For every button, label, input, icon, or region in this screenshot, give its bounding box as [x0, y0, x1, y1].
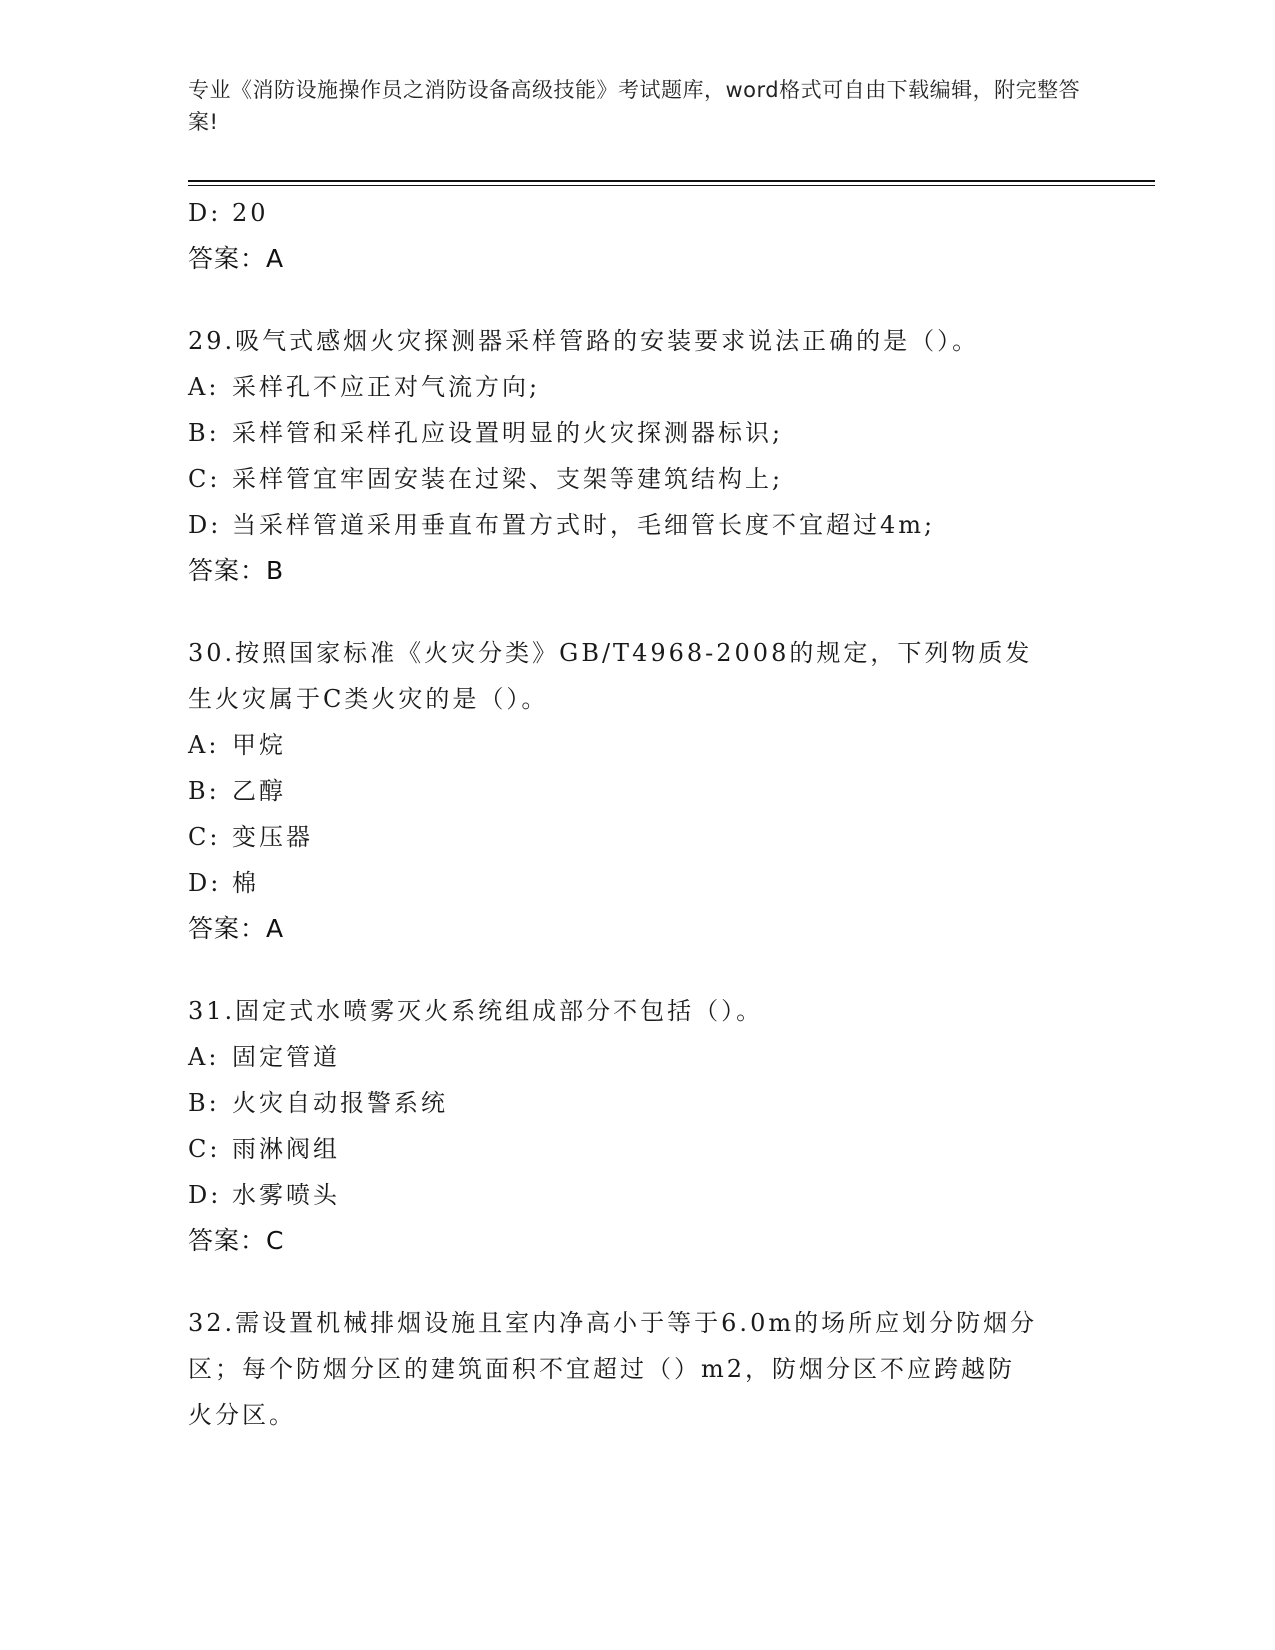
- option-label: A:: [188, 731, 220, 759]
- question-stem: 32.需设置机械排烟设施且室内净高小于等于6.0m的场所应划分防烟分区；每个防烟分区的建筑面积不宜超过（）m2，防烟分区不应跨越防火分区。: [188, 1309, 1038, 1429]
- question-stem: 31.固定式水喷雾灭火系统组成部分不包括（）。: [188, 997, 764, 1025]
- question-30: [188, 630, 1088, 952]
- answer-line: 答案：B: [188, 556, 285, 585]
- option-row: [188, 1172, 1088, 1218]
- question-31: [188, 988, 1088, 1264]
- option-label: B:: [188, 1089, 220, 1117]
- question-stem: 30.按照国家标准《火灾分类》GB/T4968-2008的规定，下列物质发生火灾属于C类火灾的是（）。: [188, 639, 1033, 713]
- option-text: 棉: [232, 869, 259, 897]
- option-row: [188, 410, 1088, 456]
- option-label: C:: [188, 465, 221, 493]
- option-text: 雨淋阀组: [232, 1135, 340, 1163]
- option-label: B:: [188, 419, 220, 447]
- option-row: [188, 768, 1088, 814]
- option-text: 固定管道: [232, 1043, 340, 1071]
- option-label: D:: [188, 199, 222, 227]
- option-row: [188, 1126, 1088, 1172]
- answer-line: 答案：C: [188, 1226, 285, 1255]
- question-stem: 29.吸气式感烟火灾探测器采样管路的安装要求说法正确的是（）。: [188, 327, 980, 355]
- option-row: [188, 456, 1088, 502]
- question-content: [188, 190, 1088, 1438]
- option-label: C:: [188, 823, 221, 851]
- option-label: B:: [188, 777, 220, 805]
- question-32: [188, 1300, 1088, 1438]
- answer-line: 答案：A: [188, 914, 285, 943]
- option-label: D:: [188, 511, 222, 539]
- option-text: 采样管和采样孔应设置明显的火灾探测器标识;: [232, 419, 784, 447]
- option-row: [188, 502, 1088, 548]
- question-29: [188, 318, 1088, 594]
- option-row: [188, 190, 1088, 236]
- document-header: 专业《消防设施操作员之消防设备高级技能》考试题库，word格式可自由下载编辑，附完整答案!: [188, 78, 1081, 134]
- option-text: 乙醇: [232, 777, 286, 805]
- option-text: 20: [232, 199, 269, 227]
- option-row: [188, 860, 1088, 906]
- option-text: 火灾自动报警系统: [232, 1089, 448, 1117]
- option-label: D:: [188, 1181, 222, 1209]
- option-label: A:: [188, 373, 220, 401]
- option-text: 水雾喷头: [232, 1181, 340, 1209]
- header-divider-thin: [188, 185, 1155, 186]
- option-row: [188, 1034, 1088, 1080]
- option-label: D:: [188, 869, 222, 897]
- header-divider-thick: [188, 180, 1155, 182]
- option-text: 采样孔不应正对气流方向;: [232, 373, 541, 401]
- option-text: 采样管宜牢固安装在过梁、支架等建筑结构上;: [232, 465, 784, 493]
- option-row: [188, 1080, 1088, 1126]
- option-row: [188, 722, 1088, 768]
- option-row: [188, 364, 1088, 410]
- answer-line: 答案：A: [188, 244, 285, 273]
- option-text: 变压器: [232, 823, 313, 851]
- option-label: A:: [188, 1043, 220, 1071]
- option-label: C:: [188, 1135, 221, 1163]
- option-text: 当采样管道采用垂直布置方式时，毛细管长度不宜超过4m;: [232, 511, 936, 539]
- option-row: [188, 814, 1088, 860]
- option-text: 甲烷: [232, 731, 286, 759]
